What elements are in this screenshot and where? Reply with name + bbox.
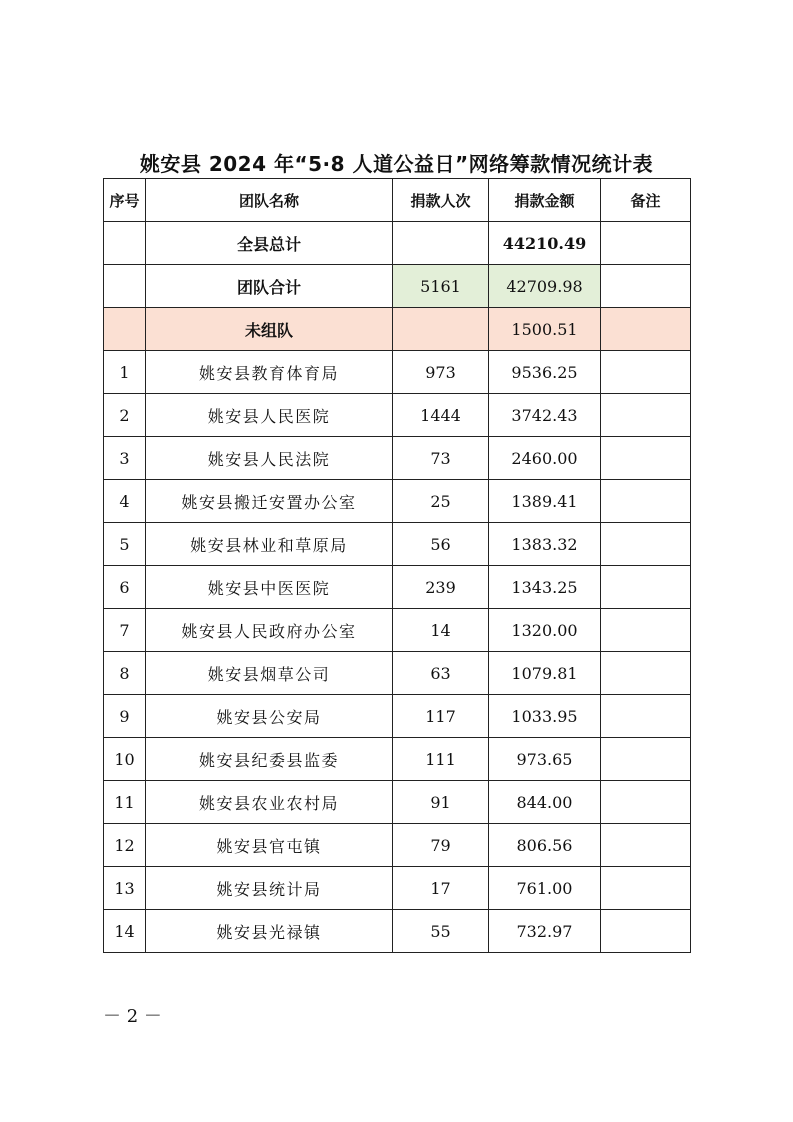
row-note bbox=[601, 609, 691, 652]
ungrouped-label: 未组队 bbox=[146, 308, 393, 351]
team-total-amount: 42709.98 bbox=[489, 265, 601, 308]
row-amount: 732.97 bbox=[489, 910, 601, 953]
row-amount: 1383.32 bbox=[489, 523, 601, 566]
row-seq: 10 bbox=[104, 738, 146, 781]
county-total-note bbox=[601, 222, 691, 265]
table-row bbox=[104, 609, 691, 652]
team-total-label: 团队合计 bbox=[146, 265, 393, 308]
table-row bbox=[104, 652, 691, 695]
ungrouped-amount: 1500.51 bbox=[489, 308, 601, 351]
county-total-people bbox=[393, 222, 489, 265]
header-people: 捐款人次 bbox=[393, 179, 489, 222]
row-note bbox=[601, 910, 691, 953]
page-title: 姚安县 2024 年“5·8 人道公益日”网络筹款情况统计表 bbox=[139, 152, 654, 176]
row-people: 55 bbox=[393, 910, 489, 953]
row-people: 14 bbox=[393, 609, 489, 652]
table-row bbox=[104, 910, 691, 953]
table-row bbox=[104, 480, 691, 523]
row-amount: 1079.81 bbox=[489, 652, 601, 695]
row-amount: 3742.43 bbox=[489, 394, 601, 437]
row-team-name: 姚安县中医医院 bbox=[146, 566, 393, 609]
row-seq: 8 bbox=[104, 652, 146, 695]
row-team-name: 姚安县光禄镇 bbox=[146, 910, 393, 953]
row-amount: 2460.00 bbox=[489, 437, 601, 480]
row-people: 63 bbox=[393, 652, 489, 695]
row-seq: 11 bbox=[104, 781, 146, 824]
row-people: 117 bbox=[393, 695, 489, 738]
county-total-row bbox=[104, 222, 691, 265]
row-note bbox=[601, 867, 691, 910]
table-row bbox=[104, 394, 691, 437]
row-people: 79 bbox=[393, 824, 489, 867]
team-total-people: 5161 bbox=[393, 265, 489, 308]
row-note bbox=[601, 566, 691, 609]
row-team-name: 姚安县纪委县监委 bbox=[146, 738, 393, 781]
row-people: 17 bbox=[393, 867, 489, 910]
row-team-name: 姚安县人民法院 bbox=[146, 437, 393, 480]
row-people: 239 bbox=[393, 566, 489, 609]
row-people: 73 bbox=[393, 437, 489, 480]
ungrouped-people bbox=[393, 308, 489, 351]
team-total-row bbox=[104, 265, 691, 308]
row-seq: 9 bbox=[104, 695, 146, 738]
row-amount: 9536.25 bbox=[489, 351, 601, 394]
donation-table bbox=[103, 178, 691, 953]
row-team-name: 姚安县公安局 bbox=[146, 695, 393, 738]
table-row bbox=[104, 695, 691, 738]
row-note bbox=[601, 695, 691, 738]
table-header-row bbox=[104, 179, 691, 222]
row-note bbox=[601, 480, 691, 523]
table-row bbox=[104, 824, 691, 867]
row-people: 56 bbox=[393, 523, 489, 566]
table-row bbox=[104, 523, 691, 566]
row-team-name: 姚安县林业和草原局 bbox=[146, 523, 393, 566]
row-seq: 6 bbox=[104, 566, 146, 609]
row-amount: 1389.41 bbox=[489, 480, 601, 523]
ungrouped-note bbox=[601, 308, 691, 351]
row-team-name: 姚安县人民政府办公室 bbox=[146, 609, 393, 652]
row-note bbox=[601, 781, 691, 824]
table-row bbox=[104, 437, 691, 480]
row-people: 1444 bbox=[393, 394, 489, 437]
row-seq: 13 bbox=[104, 867, 146, 910]
row-seq: 5 bbox=[104, 523, 146, 566]
row-team-name: 姚安县统计局 bbox=[146, 867, 393, 910]
row-note bbox=[601, 523, 691, 566]
row-note bbox=[601, 394, 691, 437]
header-seq: 序号 bbox=[104, 179, 146, 222]
row-team-name: 姚安县教育体育局 bbox=[146, 351, 393, 394]
table-row bbox=[104, 738, 691, 781]
row-team-name: 姚安县搬迁安置办公室 bbox=[146, 480, 393, 523]
row-note bbox=[601, 738, 691, 781]
row-amount: 1320.00 bbox=[489, 609, 601, 652]
row-seq: 3 bbox=[104, 437, 146, 480]
county-total-amount: 44210.49 bbox=[489, 222, 601, 265]
row-amount: 806.56 bbox=[489, 824, 601, 867]
row-seq: 7 bbox=[104, 609, 146, 652]
county-total-label: 全县总计 bbox=[146, 222, 393, 265]
team-total-seq bbox=[104, 265, 146, 308]
row-amount: 844.00 bbox=[489, 781, 601, 824]
table-row bbox=[104, 351, 691, 394]
row-amount: 1033.95 bbox=[489, 695, 601, 738]
row-people: 91 bbox=[393, 781, 489, 824]
row-seq: 2 bbox=[104, 394, 146, 437]
row-people: 973 bbox=[393, 351, 489, 394]
row-people: 111 bbox=[393, 738, 489, 781]
row-amount: 973.65 bbox=[489, 738, 601, 781]
table-row bbox=[104, 566, 691, 609]
row-seq: 12 bbox=[104, 824, 146, 867]
row-team-name: 姚安县人民医院 bbox=[146, 394, 393, 437]
row-people: 25 bbox=[393, 480, 489, 523]
row-seq: 1 bbox=[104, 351, 146, 394]
row-seq: 14 bbox=[104, 910, 146, 953]
row-note bbox=[601, 652, 691, 695]
row-team-name: 姚安县官屯镇 bbox=[146, 824, 393, 867]
row-note bbox=[601, 824, 691, 867]
ungrouped-seq bbox=[104, 308, 146, 351]
table-row bbox=[104, 781, 691, 824]
header-amount: 捐款金额 bbox=[489, 179, 601, 222]
ungrouped-row bbox=[104, 308, 691, 351]
team-total-note bbox=[601, 265, 691, 308]
row-note bbox=[601, 351, 691, 394]
row-team-name: 姚安县农业农村局 bbox=[146, 781, 393, 824]
header-note: 备注 bbox=[601, 179, 691, 222]
row-amount: 1343.25 bbox=[489, 566, 601, 609]
row-seq: 4 bbox=[104, 480, 146, 523]
row-note bbox=[601, 437, 691, 480]
row-team-name: 姚安县烟草公司 bbox=[146, 652, 393, 695]
row-amount: 761.00 bbox=[489, 867, 601, 910]
page-number: － 2 － bbox=[103, 1006, 162, 1027]
table-row bbox=[104, 867, 691, 910]
county-total-seq bbox=[104, 222, 146, 265]
header-name: 团队名称 bbox=[146, 179, 393, 222]
